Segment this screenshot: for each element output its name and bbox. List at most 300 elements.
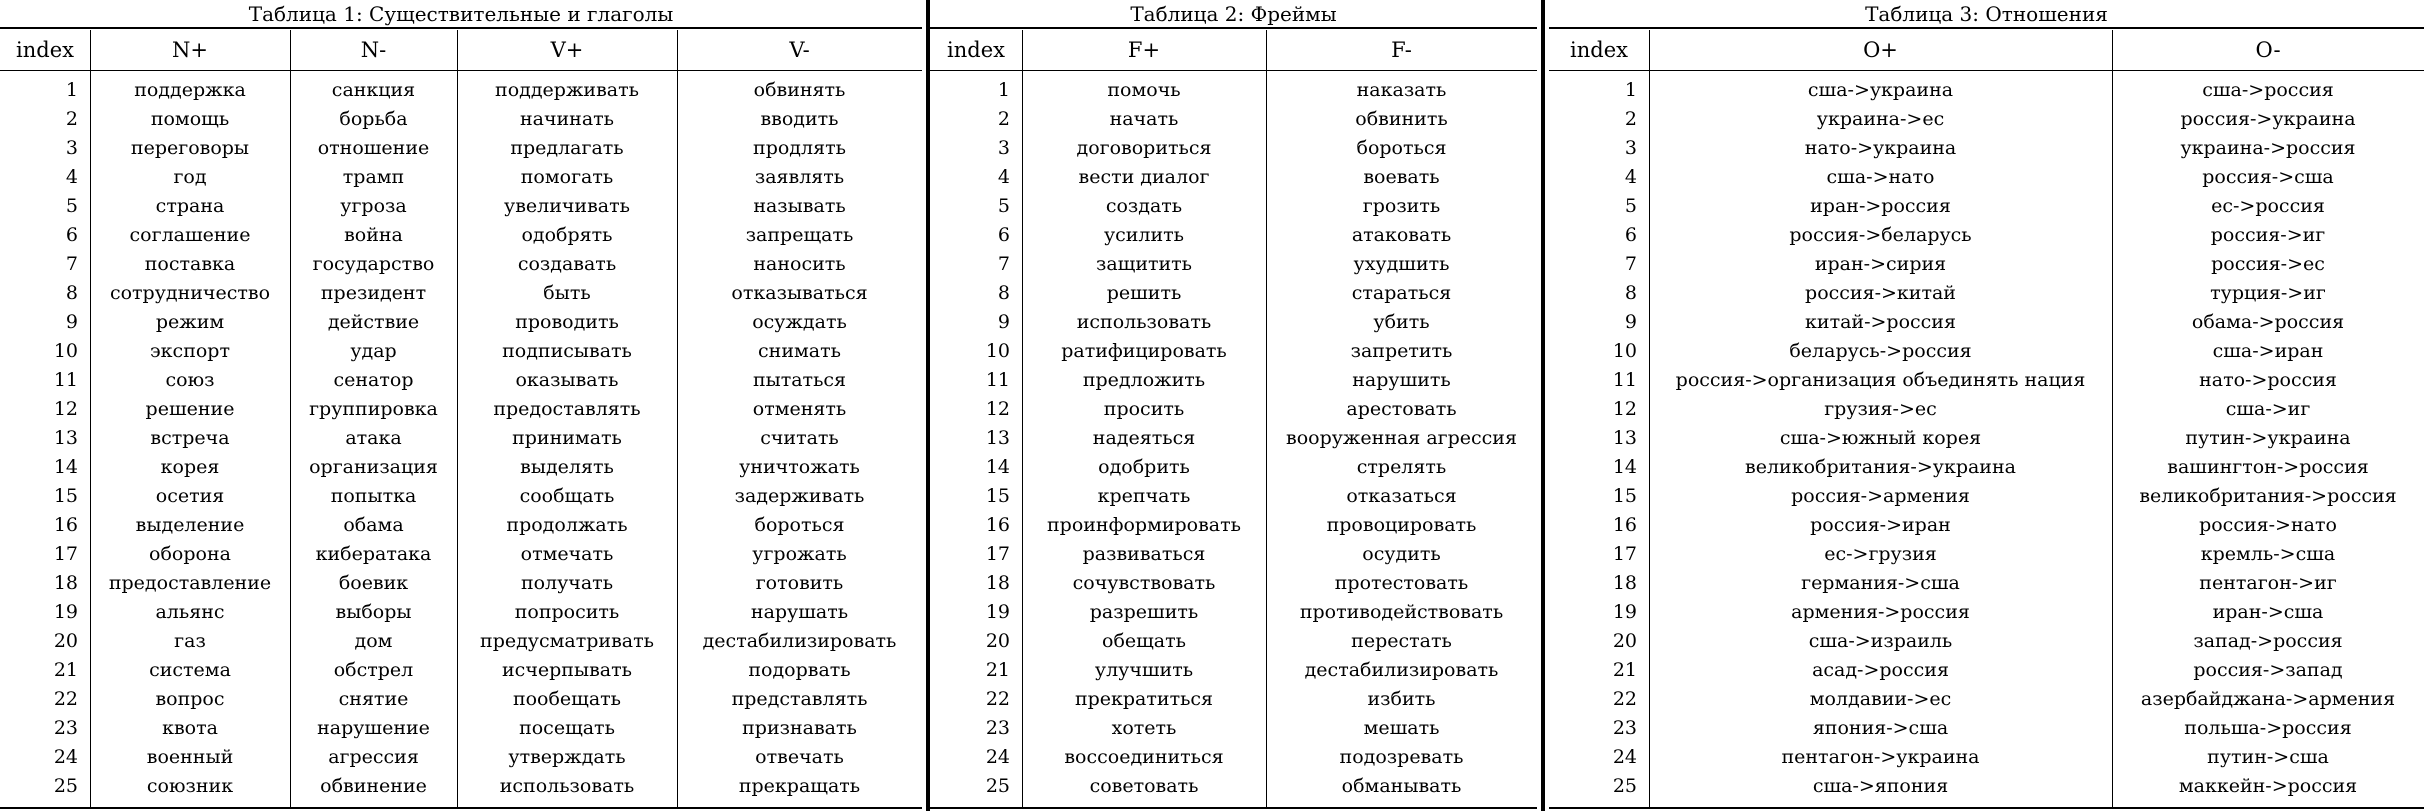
column-header: F-	[1391, 38, 1412, 62]
table-cell: сша->россия	[2202, 79, 2334, 101]
table-row	[0, 511, 922, 540]
column-divider	[1649, 30, 1650, 807]
table-cell: нарушать	[750, 601, 849, 623]
row-index: 20	[1612, 630, 1637, 652]
table-cell: бороться	[1356, 137, 1447, 159]
row-index: 13	[985, 427, 1010, 449]
table-cell: отказаться	[1346, 485, 1457, 507]
column-header: O-	[2255, 38, 2281, 62]
table-cell: переговоры	[130, 137, 250, 159]
table-cell: сша->япония	[1812, 775, 1949, 797]
table-row	[1549, 163, 2424, 192]
row-index: 5	[65, 195, 78, 217]
table-cell: пентагон->украина	[1781, 746, 1980, 768]
table-row	[0, 221, 922, 250]
table-cell: обама	[343, 514, 404, 536]
table-cell: обманывать	[1341, 775, 1462, 797]
table-cell: отмечать	[520, 543, 614, 565]
table-cell: ес->россия	[2211, 195, 2325, 217]
column-header: O+	[1863, 38, 1898, 62]
column-header: V+	[550, 38, 584, 62]
top-rule	[1549, 27, 2424, 29]
row-index: 19	[1612, 601, 1637, 623]
column-header: index	[16, 38, 74, 62]
table-cell: бороться	[754, 514, 845, 536]
table-cell: отказываться	[731, 282, 868, 304]
table-cell: проинформировать	[1047, 514, 1241, 536]
table-cell: угроза	[340, 195, 407, 217]
row-index: 25	[985, 775, 1010, 797]
table-cell: подорвать	[748, 659, 851, 681]
row-index: 22	[1612, 688, 1637, 710]
table-cell: армения->россия	[1791, 601, 1970, 623]
table-row	[1549, 192, 2424, 221]
table-cell: продлять	[753, 137, 846, 159]
table-cell: оборона	[149, 543, 231, 565]
table-row	[0, 598, 922, 627]
top-rule	[930, 27, 1537, 29]
row-index: 15	[1612, 485, 1637, 507]
column-header: V-	[789, 38, 810, 62]
table-cell: получать	[520, 572, 614, 594]
row-index: 12	[1612, 398, 1637, 420]
row-index: 8	[65, 282, 78, 304]
table-cell: предложить	[1082, 369, 1206, 391]
table-cell: военный	[146, 746, 234, 768]
table-row	[0, 366, 922, 395]
row-index: 18	[985, 572, 1010, 594]
table-cell: россия->нато	[2199, 514, 2337, 536]
row-index: 17	[1612, 543, 1637, 565]
table-cell: пентагон->иг	[2199, 572, 2337, 594]
table-cell: украина->ес	[1816, 108, 1945, 130]
table-cell: выборы	[335, 601, 412, 623]
table-cell: великобритания->россия	[2139, 485, 2397, 507]
table-cell: создавать	[517, 253, 617, 275]
table-cell: вопрос	[155, 688, 225, 710]
table-caption: Таблица 3: Отношения	[1865, 2, 2108, 26]
table-cell: система	[149, 659, 231, 681]
table-cell: сша->украина	[1807, 79, 1954, 101]
table-cell: беларусь->россия	[1789, 340, 1972, 362]
header-rule	[0, 70, 922, 71]
table-cell: прекратиться	[1074, 688, 1214, 710]
row-index: 7	[1624, 253, 1637, 275]
row-index: 19	[985, 601, 1010, 623]
table-cell: поставка	[144, 253, 236, 275]
table-cell: россия->запад	[2193, 659, 2343, 681]
table-cell: поддержка	[134, 79, 246, 101]
row-index: 20	[53, 630, 78, 652]
row-index: 2	[65, 108, 78, 130]
table-cell: нарушить	[1352, 369, 1451, 391]
table-row	[0, 772, 922, 801]
row-index: 11	[985, 369, 1010, 391]
table-cell: иран->россия	[1810, 195, 1951, 217]
table-cell: дестабилизировать	[702, 630, 897, 652]
row-index: 19	[53, 601, 78, 623]
table-row	[1549, 569, 2424, 598]
table-cell: обама->россия	[2191, 311, 2345, 333]
table-cell: решить	[1106, 282, 1182, 304]
table-cell: боевик	[338, 572, 409, 594]
column-header: N+	[172, 38, 208, 62]
table-row	[0, 569, 922, 598]
table-cell: турция->иг	[2210, 282, 2326, 304]
table-cell: провоцировать	[1326, 514, 1477, 536]
table-cell: азербайджана->армения	[2140, 688, 2396, 710]
row-index: 20	[985, 630, 1010, 652]
table-cell: начинать	[519, 108, 615, 130]
table-cell: усилить	[1103, 224, 1185, 246]
table-row	[1549, 598, 2424, 627]
table-cell: дом	[354, 630, 393, 652]
table-row	[0, 134, 922, 163]
table-cell: встреча	[150, 427, 230, 449]
table-cell: режим	[155, 311, 225, 333]
table-cell: россия->иг	[2210, 224, 2326, 246]
table-cell: развиваться	[1082, 543, 1206, 565]
table-cell: надеяться	[1092, 427, 1196, 449]
table-cell: стрелять	[1356, 456, 1447, 478]
table-row	[1549, 279, 2424, 308]
bottom-rule	[0, 807, 922, 809]
bottom-rule	[1549, 807, 2424, 809]
header-row	[1549, 30, 2424, 70]
row-index: 24	[985, 746, 1010, 768]
table-cell: попросить	[514, 601, 620, 623]
table-cell: ес->грузия	[1824, 543, 1937, 565]
table-cell: одобрять	[521, 224, 613, 246]
row-index: 2	[1624, 108, 1637, 130]
table-cell: корея	[160, 456, 220, 478]
table-cell: путин->сша	[2207, 746, 2329, 768]
top-rule	[0, 27, 922, 29]
row-index: 5	[1624, 195, 1637, 217]
table-cell: запретить	[1350, 340, 1453, 362]
table-row	[0, 308, 922, 337]
table-cell: сенатор	[333, 369, 414, 391]
table-cell: принимать	[512, 427, 622, 449]
table-cell: протестовать	[1334, 572, 1469, 594]
table-cell: использовать	[499, 775, 635, 797]
row-index: 3	[65, 137, 78, 159]
table-cell: путин->украина	[2185, 427, 2351, 449]
table-relations	[1549, 0, 2424, 797]
column-divider	[290, 30, 291, 807]
row-index: 16	[985, 514, 1010, 536]
table-row	[1549, 337, 2424, 366]
column-header: N-	[360, 38, 387, 62]
table-cell: угрожать	[752, 543, 847, 565]
table-cell: готовить	[755, 572, 844, 594]
table-cell: использовать	[1076, 311, 1212, 333]
row-index: 15	[985, 485, 1010, 507]
row-index: 7	[997, 253, 1010, 275]
column-header: index	[947, 38, 1005, 62]
table-cell: наказать	[1356, 79, 1447, 101]
table-cell: государство	[312, 253, 435, 275]
row-index: 6	[997, 224, 1010, 246]
table-cell: германия->сша	[1801, 572, 1960, 594]
row-index: 6	[65, 224, 78, 246]
table-cell: помощь	[150, 108, 230, 130]
table-cell: предлагать	[510, 137, 624, 159]
row-index: 16	[53, 514, 78, 536]
table-row	[1549, 627, 2424, 656]
table-cell: крепчать	[1097, 485, 1191, 507]
table-cell: создать	[1105, 195, 1183, 217]
table-row	[1549, 656, 2424, 685]
table-body	[0, 76, 922, 801]
table-cell: китай->россия	[1805, 311, 1956, 333]
row-index: 1	[65, 79, 78, 101]
table-cell: вашингтон->россия	[2167, 456, 2369, 478]
row-index: 21	[1612, 659, 1637, 681]
row-index: 25	[53, 775, 78, 797]
column-divider	[90, 30, 91, 807]
row-index: 3	[1624, 137, 1637, 159]
row-index: 21	[53, 659, 78, 681]
table-cell: вооруженная агрессия	[1286, 427, 1517, 449]
header-row	[0, 30, 922, 70]
table-cell: отношение	[317, 137, 430, 159]
table-row	[0, 714, 922, 743]
row-index: 10	[985, 340, 1010, 362]
row-index: 11	[1612, 369, 1637, 391]
table-row	[1549, 366, 2424, 395]
table-cell: помогать	[520, 166, 614, 188]
table-cell: предусматривать	[480, 630, 654, 652]
table-cell: обвинять	[753, 79, 846, 101]
table-cell: перестать	[1351, 630, 1452, 652]
table-cell: грузия->ес	[1824, 398, 1937, 420]
row-index: 4	[1624, 166, 1637, 188]
table-row	[0, 482, 922, 511]
row-index: 9	[1624, 311, 1637, 333]
row-index: 25	[1612, 775, 1637, 797]
table-cell: подозревать	[1339, 746, 1464, 768]
table-cell: обстрел	[333, 659, 414, 681]
table-cell: обвинить	[1355, 108, 1448, 130]
row-index: 9	[65, 311, 78, 333]
table-cell: отвечать	[755, 746, 844, 768]
table-cell: поддерживать	[495, 79, 639, 101]
row-index: 12	[985, 398, 1010, 420]
table-cell: атаковать	[1351, 224, 1452, 246]
table-row	[0, 743, 922, 772]
table-cell: кремль->сша	[2200, 543, 2336, 565]
header-rule	[1549, 70, 2424, 71]
table-row	[1549, 511, 2424, 540]
table-cell: молдавии->ес	[1809, 688, 1952, 710]
table-cell: санкция	[331, 79, 416, 101]
table-cell: страна	[155, 195, 225, 217]
table-cell: обещать	[1102, 630, 1186, 652]
table-cell: ухудшить	[1353, 253, 1450, 275]
row-index: 1	[997, 79, 1010, 101]
table-cell: предоставление	[108, 572, 272, 594]
table-cell: запад->россия	[2193, 630, 2343, 652]
table-cell: сотрудничество	[109, 282, 271, 304]
table-cell: выделение	[135, 514, 245, 536]
row-index: 1	[1624, 79, 1637, 101]
table-row	[1549, 221, 2424, 250]
row-index: 5	[997, 195, 1010, 217]
table-row	[1549, 105, 2424, 134]
table-cell: великобритания->украина	[1745, 456, 2016, 478]
table-cell: квота	[162, 717, 218, 739]
table-cell: быть	[543, 282, 591, 304]
table-cell: предоставлять	[493, 398, 641, 420]
table-cell: вести диалог	[1078, 166, 1210, 188]
row-index: 2	[997, 108, 1010, 130]
table-cell: действие	[327, 311, 420, 333]
row-index: 23	[53, 717, 78, 739]
table-cell: япония->сша	[1812, 717, 1949, 739]
row-index: 22	[53, 688, 78, 710]
table-row	[1549, 482, 2424, 511]
row-index: 17	[53, 543, 78, 565]
table-cell: россия->украина	[2180, 108, 2356, 130]
table-cell: оказывать	[515, 369, 619, 391]
column-header: F+	[1127, 38, 1161, 62]
table-cell: снимать	[758, 340, 841, 362]
table-cell: война	[344, 224, 403, 246]
table-cell: избить	[1367, 688, 1436, 710]
table-cell: россия->ес	[2211, 253, 2325, 275]
table-cell: противодействовать	[1299, 601, 1504, 623]
table-row	[1549, 395, 2424, 424]
table-cell: асад->россия	[1812, 659, 1949, 681]
row-index: 24	[1612, 746, 1637, 768]
table-cell: сша->нато	[1826, 166, 1935, 188]
table-cell: иран->сирия	[1814, 253, 1947, 275]
table-row	[1549, 540, 2424, 569]
table-cell: россия->организация объединять нация	[1675, 369, 2086, 391]
table-cell: борьба	[339, 108, 408, 130]
table-cell: альянс	[155, 601, 225, 623]
table-cell: иран->сша	[2212, 601, 2324, 623]
table-cell: группировка	[309, 398, 438, 420]
table-body	[1549, 76, 2424, 801]
row-index: 24	[53, 746, 78, 768]
table-cell: подписывать	[502, 340, 632, 362]
table-row	[0, 163, 922, 192]
table-cell: сша->иг	[2225, 398, 2311, 420]
row-index: 23	[985, 717, 1010, 739]
table-row	[0, 395, 922, 424]
row-index: 10	[53, 340, 78, 362]
table-cell: кибератака	[315, 543, 432, 565]
row-index: 18	[1612, 572, 1637, 594]
table-row	[0, 627, 922, 656]
table-row	[1549, 308, 2424, 337]
table-cell: россия->китай	[1805, 282, 1956, 304]
table-cell: снятие	[338, 688, 409, 710]
row-index: 23	[1612, 717, 1637, 739]
row-index: 11	[53, 369, 78, 391]
column-divider	[457, 30, 458, 807]
table-row	[1549, 772, 2424, 801]
table-cell: трамп	[342, 166, 405, 188]
table-cell: уничтожать	[739, 456, 860, 478]
table-cell: союз	[165, 369, 215, 391]
row-index: 17	[985, 543, 1010, 565]
table-cell: увеличивать	[504, 195, 630, 217]
table-cell: хотеть	[1111, 717, 1177, 739]
table-cell: улучшить	[1094, 659, 1194, 681]
table-caption: Таблица 1: Существительные и глаголы	[248, 2, 674, 26]
table-cell: наносить	[753, 253, 846, 275]
table-row	[1549, 743, 2424, 772]
row-index: 16	[1612, 514, 1637, 536]
bottom-rule	[930, 807, 1537, 809]
table-cell: прекращать	[738, 775, 861, 797]
table-separator	[1541, 0, 1545, 811]
row-index: 14	[1612, 456, 1637, 478]
table-cell: нарушение	[317, 717, 430, 739]
table-cell: пообещать	[512, 688, 622, 710]
table-cell: год	[173, 166, 207, 188]
table-cell: сша->южный корея	[1779, 427, 1982, 449]
row-index: 4	[65, 166, 78, 188]
table-cell: помочь	[1107, 79, 1181, 101]
table-cell: признавать	[742, 717, 857, 739]
table-row	[0, 656, 922, 685]
row-index: 3	[997, 137, 1010, 159]
table-cell: россия->армения	[1791, 485, 1970, 507]
table-cell: воссоединиться	[1064, 746, 1224, 768]
table-cell: россия->сша	[2202, 166, 2334, 188]
column-divider	[1266, 30, 1267, 807]
table-cell: соглашение	[129, 224, 251, 246]
row-index: 22	[985, 688, 1010, 710]
table-cell: экспорт	[150, 340, 230, 362]
table-row	[1549, 424, 2424, 453]
table-caption: Таблица 2: Фреймы	[1130, 2, 1337, 26]
table-row	[0, 337, 922, 366]
table-cell: разрешить	[1089, 601, 1199, 623]
table-row	[0, 424, 922, 453]
table-cell: атака	[345, 427, 402, 449]
table-cell: обвинение	[320, 775, 427, 797]
row-index: 13	[53, 427, 78, 449]
table-row	[1549, 714, 2424, 743]
table-cell: пытаться	[752, 369, 847, 391]
table-cell: россия->иран	[1810, 514, 1951, 536]
row-index: 15	[53, 485, 78, 507]
table-row	[0, 685, 922, 714]
table-row	[0, 540, 922, 569]
row-index: 12	[53, 398, 78, 420]
row-index: 10	[1612, 340, 1637, 362]
table-cell: вводить	[760, 108, 839, 130]
table-row	[1549, 453, 2424, 482]
row-index: 4	[997, 166, 1010, 188]
table-cell: представлять	[731, 688, 868, 710]
table-cell: убить	[1373, 311, 1430, 333]
table-cell: агрессия	[328, 746, 419, 768]
row-index: 9	[997, 311, 1010, 333]
table-cell: отменять	[752, 398, 847, 420]
table-cell: ратифицировать	[1061, 340, 1227, 362]
table-cell: сочувствовать	[1072, 572, 1216, 594]
table-cell: защитить	[1095, 253, 1193, 275]
table-cell: украина->россия	[2180, 137, 2356, 159]
table-cell: дестабилизировать	[1304, 659, 1499, 681]
table-cell: утверждать	[508, 746, 626, 768]
